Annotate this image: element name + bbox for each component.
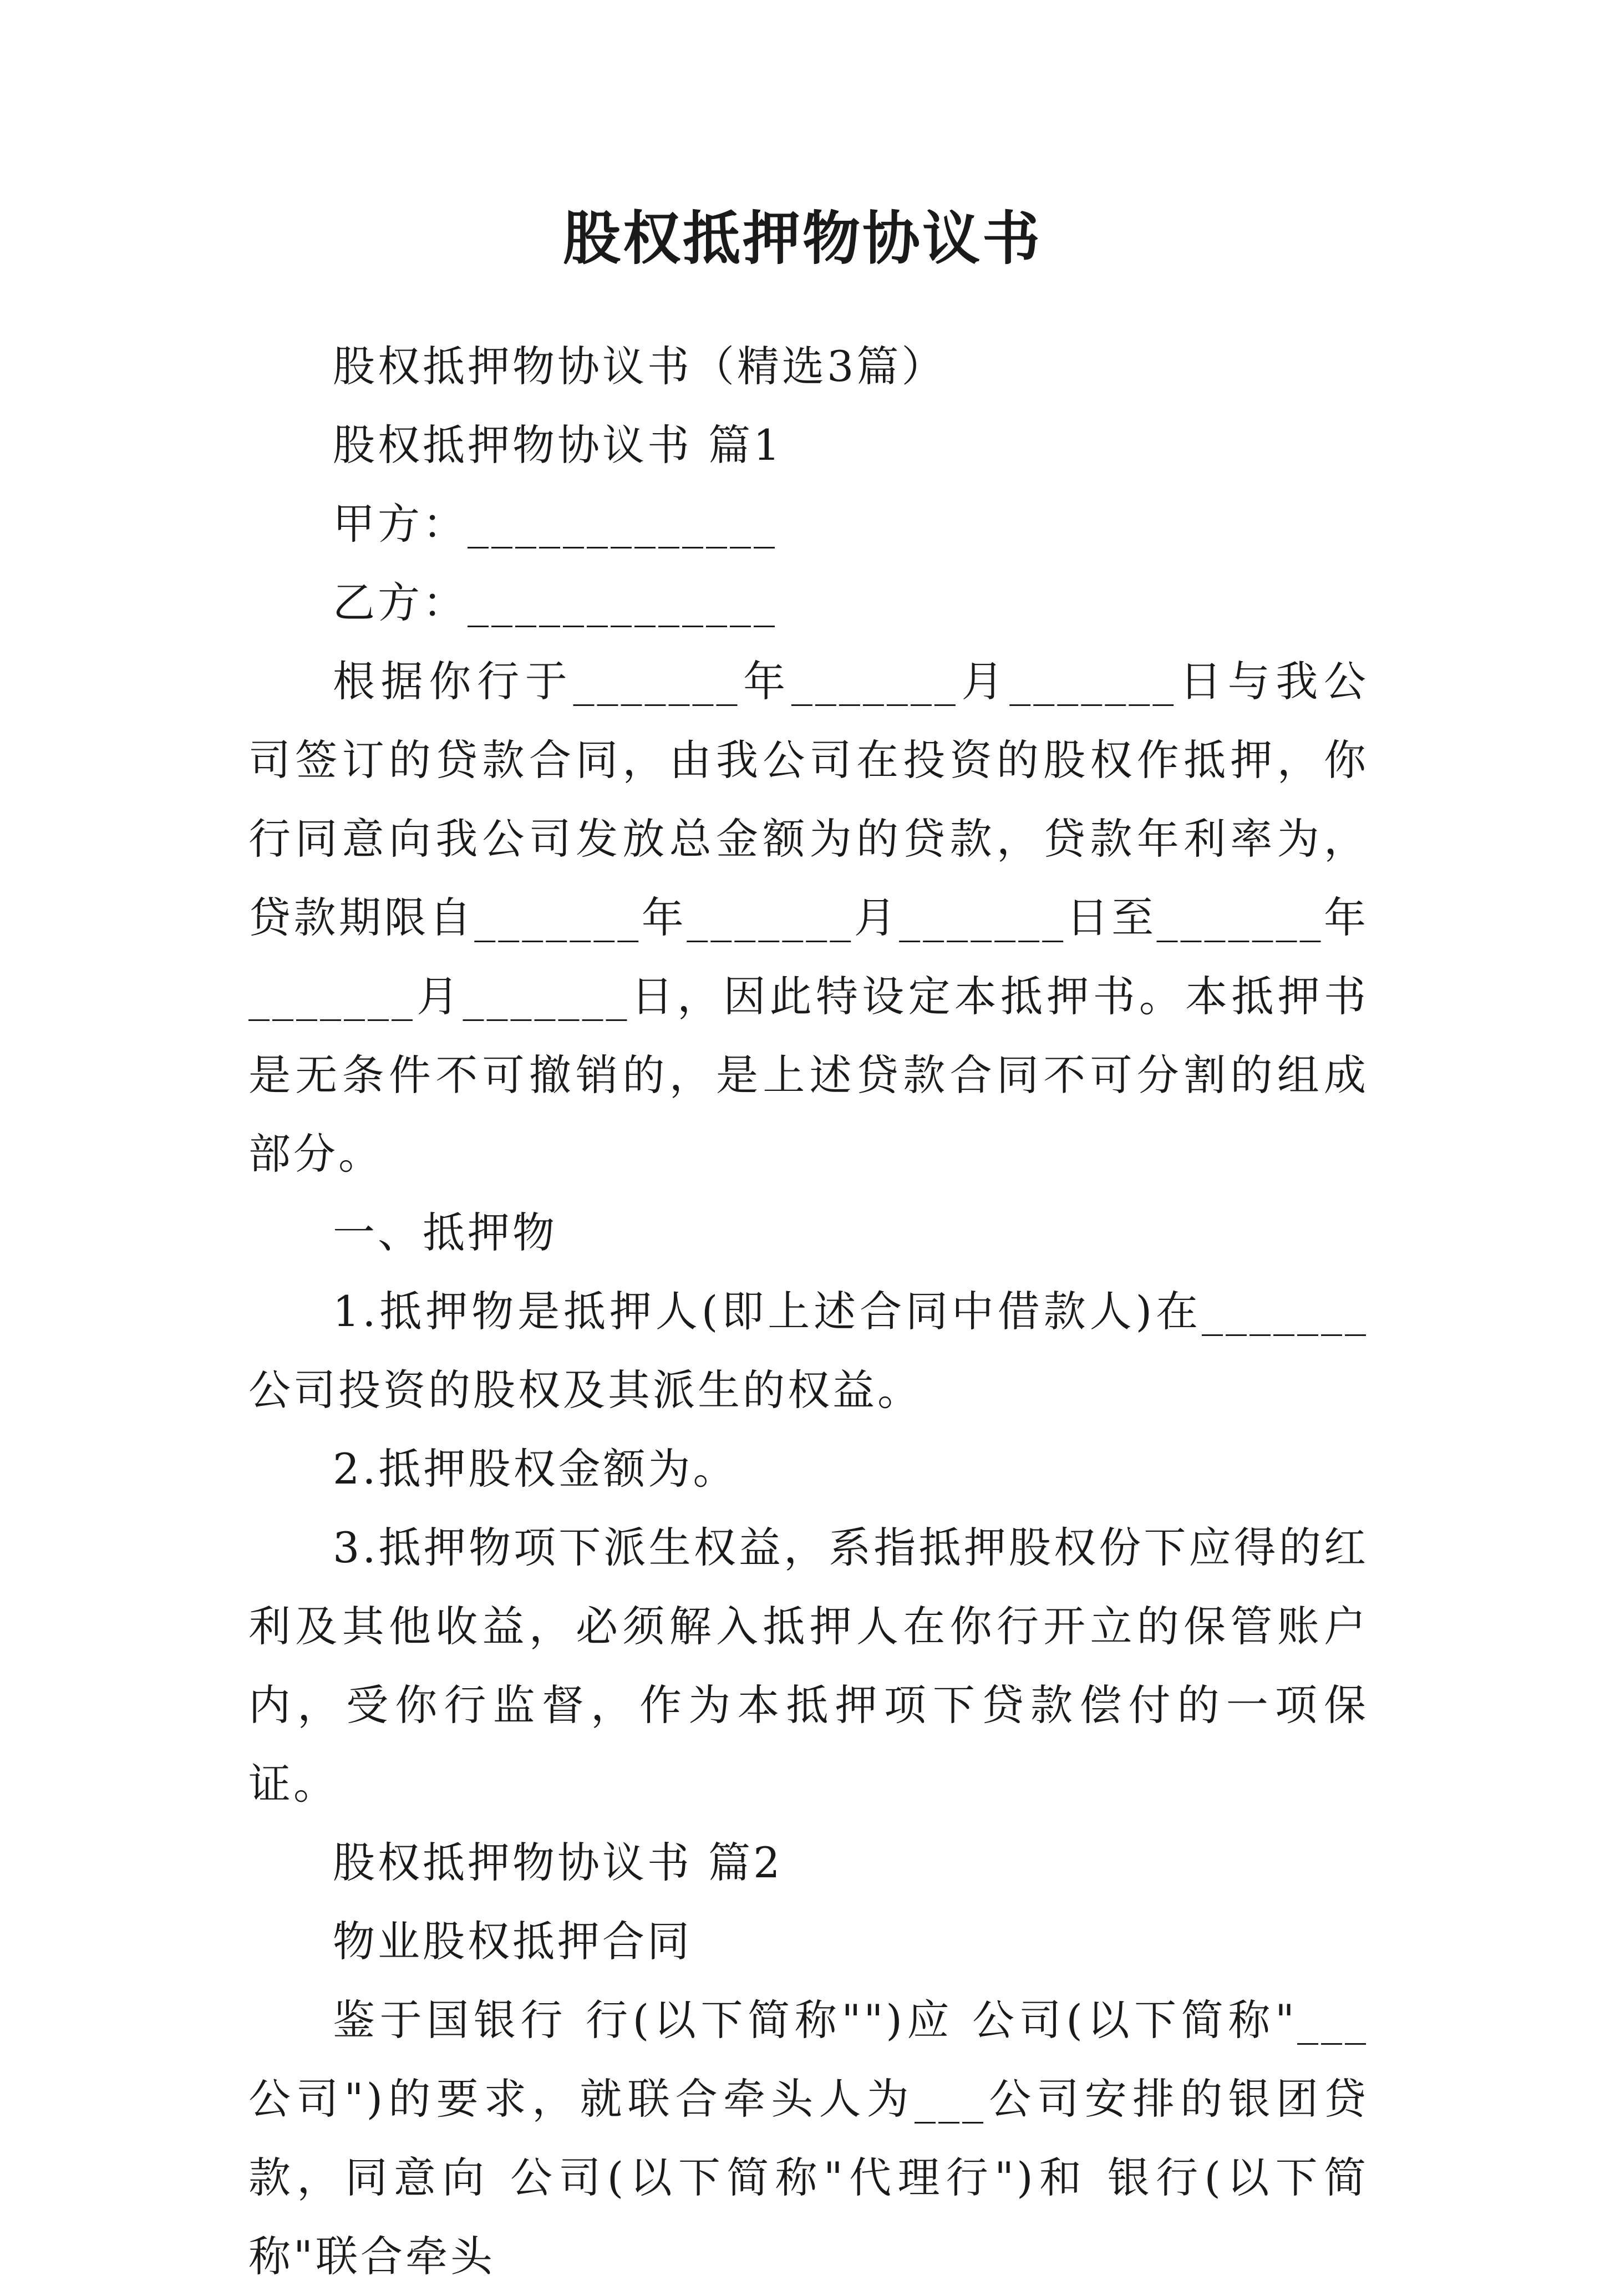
paragraph-section-heading-2: 股权抵押物协议书 篇2 [333, 1838, 783, 1887]
paragraph-clause-1: 1.抵押物是抵押人(即上述合同中借款人)在_______公司投资的股权及其派生的权益。 [248, 1287, 1369, 1415]
paragraph-clause-2: 2.抵押股权金额为。 [333, 1444, 738, 1494]
paragraph-loan-terms: 根据你行于_______年_______月_______日与我公司签订的贷款合同，由我公司在投资的股权作抵押，你行同意向我公司发放总金额为的贷款，贷款年利率为，贷款期限自_______年_______月_______日至_______年_______月_______日，因此特设定本抵押书。本抵押书是无条件不可撤销的，是上述贷款合同不可分割的组成部分。 [248, 657, 1369, 1179]
paragraph-section-heading-1: 股权抵押物协议书 篇1 [333, 420, 783, 470]
paragraph-party-a: 甲方：_____________ [333, 499, 778, 548]
paragraph-whereas: 鉴于国银行 行(以下简称"")应 公司(以下简称"___公司")的要求，就联合牵头人为___公司安排的银团贷款，同意向 公司(以下简称"代理行")和 银行(以下简称"联合牵头 [248, 1995, 1369, 2281]
paragraph-subtitle: 股权抵押物协议书（精选3篇） [333, 342, 947, 391]
paragraph-heading-collateral: 一、抵押物 [333, 1208, 557, 1257]
paragraph-contract-title: 物业股权抵押合同 [333, 1917, 692, 1966]
document-title: 股权抵押物协议书 [562, 204, 1042, 272]
paragraph-clause-3: 3.抵押物项下派生权益，系指抵押股权份下应得的红利及其他收益，必须解入抵押人在你行开立的保管账户内，受你行监督，作为本抵押项下贷款偿付的一项保证。 [248, 1523, 1369, 1809]
document-body [248, 327, 1369, 2296]
paragraph-party-b: 乙方：_____________ [333, 578, 778, 627]
